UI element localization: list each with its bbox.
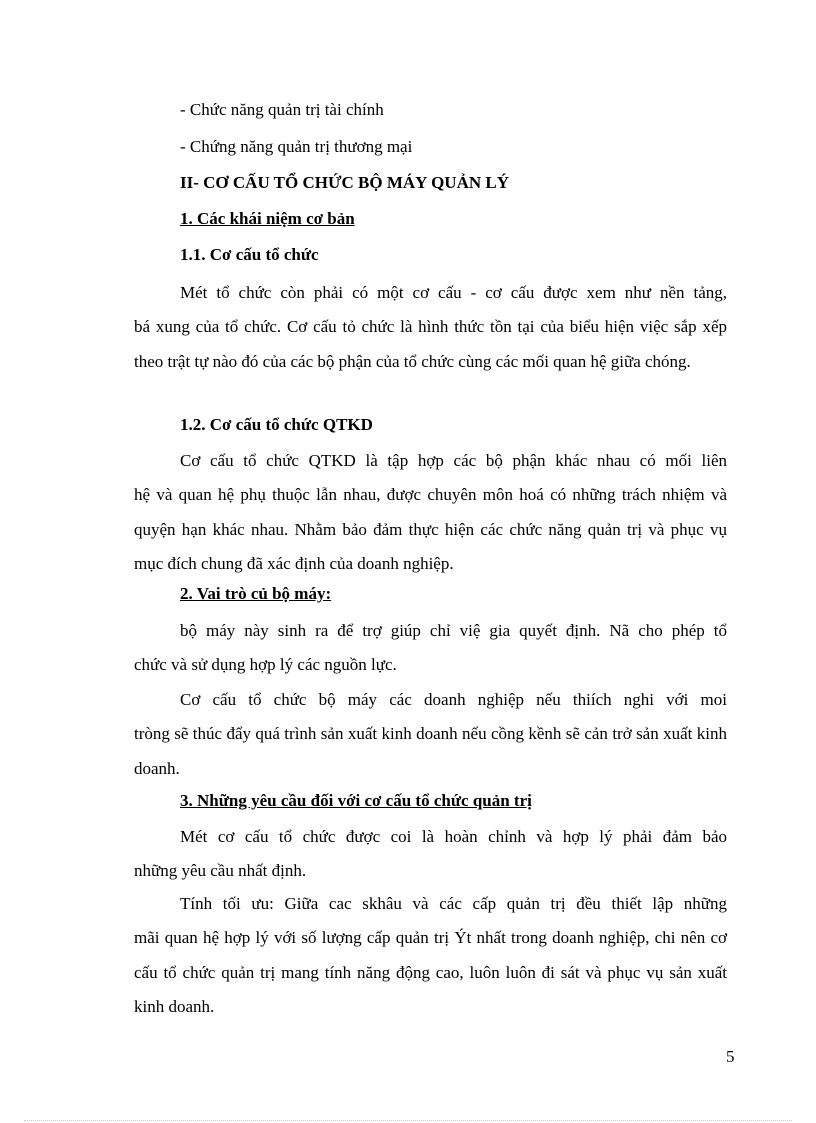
- paragraph-6-first-line: Tính tối ưu: Giữa cac skhâu và các cấp quản trị đều thiết lập những: [180, 894, 727, 913]
- paragraph-5-body: những yêu cầu nhất định.: [134, 861, 307, 880]
- subsection-heading-2: 2. Vai trò củ bộ máy:: [180, 584, 332, 603]
- subsection-heading-1-2: 1.2. Cơ cấu tổ chức QTKD: [180, 415, 373, 434]
- bullet-commerce: - Chứng năng quản trị thương mại: [180, 137, 413, 156]
- page-bottom-divider: [24, 1120, 792, 1121]
- paragraph-3-body: chức và sử dụng hợp lý các nguồn lực.: [134, 655, 397, 674]
- paragraph-6-body: mãi quan hệ hợp lý với số lượng cấp quản trị Ýt nhất trong doanh nghiệp, chi nên cơ cấu tổ chức quản trị mang tính năng động cao, luôn luôn đi sát và phục vụ sản xuất kinh doanh.: [134, 928, 727, 1016]
- subsection-heading-1-1: 1.1. Cơ cấu tổ chức: [180, 245, 319, 264]
- paragraph-2-body: hệ và quan hệ phụ thuộc lẫn nhau, được chuyên môn hoá có những trách nhiệm và quyện hạn khác nhau. Nhằm bảo đảm thực hiện các chức năng quản trị và phục vụ mục đích chung đã xác định của doanh nghiệp.: [134, 485, 727, 573]
- bullet-finance: - Chức năng quản trị tài chính: [180, 100, 384, 119]
- paragraph-2-first-line: Cơ cấu tổ chức QTKD là tập hợp các bộ phận khác nhau có mối liên: [180, 451, 727, 470]
- paragraph-3-first-line: bộ máy này sinh ra để trợ giúp chỉ việ gia quyết định. Nã cho phép tổ: [180, 621, 727, 640]
- section-heading: II- CƠ CẤU TỔ CHỨC BỘ MÁY QUẢN LÝ: [180, 173, 509, 192]
- paragraph-4-body: tròng sẽ thúc đẩy quá trình sản xuất kinh doanh nếu cồng kềnh sẽ cản trở sản xuất kinh doanh.: [134, 724, 727, 778]
- page-number: 5: [726, 1047, 735, 1066]
- subsection-heading-3: 3. Những yêu cầu đối với cơ cấu tổ chức quản trị: [180, 791, 532, 810]
- paragraph-1-body: bá xung của tổ chức. Cơ cấu tỏ chức là hình thức tồn tại của biểu hiện việc sắp xếp theo trật tự nào đó của các bộ phận của tổ chức cùng các mối quan hệ giữa chóng.: [134, 317, 727, 371]
- paragraph-1-first-line: Mét tổ chức còn phải có một cơ cấu - cơ cấu được xem như nền tảng,: [180, 283, 727, 302]
- paragraph-5-first-line: Mét cơ cấu tổ chức được coi là hoàn chỉnh và hợp lý phải đảm bảo: [180, 827, 727, 846]
- paragraph-4-first-line: Cơ cấu tổ chức bộ máy các doanh nghiệp nếu thiích nghi với moi: [180, 690, 727, 709]
- subsection-heading-1: 1. Các khái niệm cơ bản: [180, 209, 355, 228]
